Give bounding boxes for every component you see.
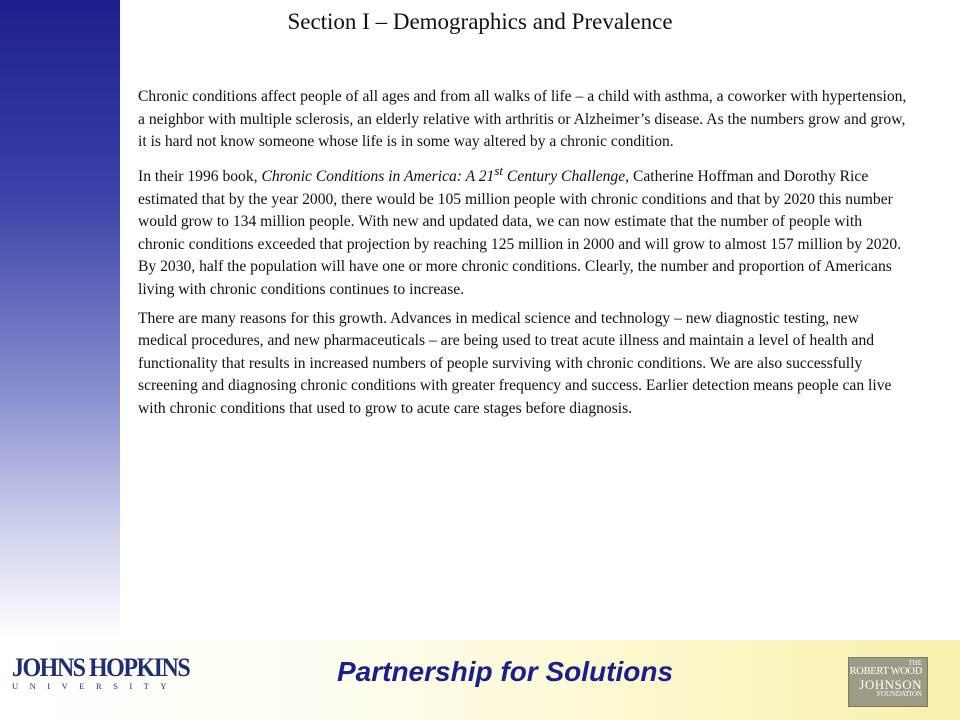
rwj-foundation-logo: THE ROBERT WOOD JOHNSON FOUNDATION [848, 657, 928, 707]
body-text [138, 86, 908, 427]
paragraph-2-body: , Catherine Hoffman and Dorothy Rice estimated that by the year 2000, there would be 105 million people with chronic conditions and that by 2020 this number would grow to 134 million people. With new and updated data, we can now estimate that the number of people with chronic conditions exceeded that projection by reaching 125 million in 2000 and will grow to almost 157 million by 2020. By 2030, half the population will have one or more chronic conditions. Clearly, the number and proportion of Americans living with chronic conditions continues to increase. [138, 167, 902, 298]
johns-hopkins-logo: JOHNS HOPKINS UNIVERSITY [12, 653, 190, 691]
paragraph-3: There are many reasons for this growth. Advances in medical science and technology – new diagnostic testing, new medical procedures, and new pharmaceuticals – are being used to treat acute illness and maintain a level of health and functionality that results in increased numbers of people surviving with chronic conditions. We are also successfully screening and diagnosing chronic conditions with greater frequency and success. Earlier detection means people can live with chronic conditions that used to grow to acute care stages before diagnosis. [138, 309, 892, 417]
paragraph-2-intro: In their 1996 book, [138, 167, 262, 185]
book-title: Chronic Conditions in America: A 21st Century Challenge [261, 162, 626, 185]
book-title-superscript: st [494, 162, 504, 178]
left-gradient-band [0, 0, 120, 640]
paragraph-2 [138, 160, 908, 302]
footer-tagline: Partnership for Solutions [336, 656, 674, 687]
page-title: Section I – Demographics and Prevalence [287, 9, 673, 34]
paragraph-1: Chronic conditions affect people of all ages and from all walks of life – a child with asthma, a coworker with hypertension, a neighbor with multiple sclerosis, an elderly relative with arthritis or Alzheimer’s disease. As the numbers grow and grow, it is hard not know someone whose life is in some way altered by a chronic condition. [138, 88, 907, 151]
